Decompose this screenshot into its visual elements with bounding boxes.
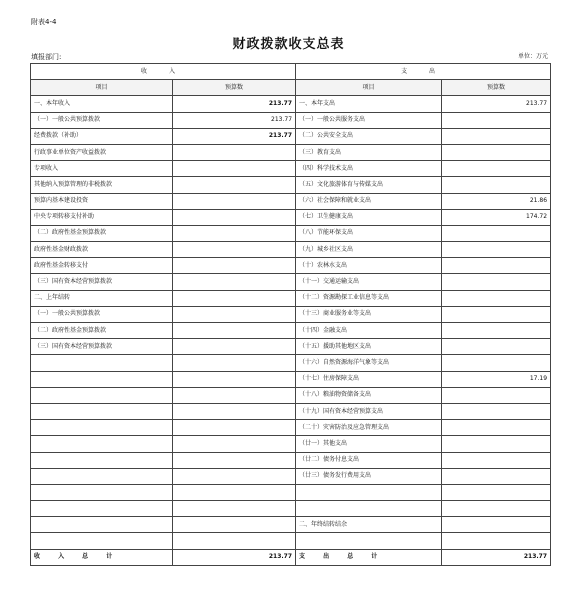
expense-value-cell: 17.19: [442, 371, 551, 387]
income-item-cell: [31, 533, 173, 549]
table-row: [31, 533, 551, 549]
expense-value-cell: [442, 517, 551, 533]
income-item-cell: [31, 501, 173, 517]
page-title: 财政拨款收支总表: [232, 37, 345, 52]
income-value-cell: [173, 306, 296, 322]
income-item-cell: [31, 403, 173, 419]
table-row: [31, 128, 551, 144]
table-row: [31, 306, 551, 322]
table-row: [31, 420, 551, 436]
income-header: 收 入: [31, 64, 296, 80]
expense-item-cell: （六）社会保障和就业支出: [296, 193, 442, 209]
expense-item-cell: [296, 484, 442, 500]
expense-item-cell: （十三）商业服务业等支出: [296, 306, 442, 322]
expense-item-cell: （十五）援助其他地区支出: [296, 339, 442, 355]
expense-value-cell: [442, 484, 551, 500]
income-value-cell: [173, 371, 296, 387]
expense-value-cell: 213.77: [442, 96, 551, 112]
income-value-cell: 213.77: [173, 112, 296, 128]
table-row: [31, 144, 551, 160]
income-item-cell: （一）一般公共预算拨款: [31, 306, 173, 322]
income-value-cell: [173, 209, 296, 225]
income-total-label: 收 入 总 计: [31, 549, 173, 565]
table-row: [31, 403, 551, 419]
income-item-cell: [31, 436, 173, 452]
expense-value-cell: [442, 339, 551, 355]
income-value-cell: [173, 533, 296, 549]
expense-value-cell: [442, 403, 551, 419]
expense-value-cell: [442, 225, 551, 241]
income-item-cell: [31, 387, 173, 403]
expense-value-cell: [442, 242, 551, 258]
income-item-cell: [31, 484, 173, 500]
table-row: [31, 517, 551, 533]
expense-value-cell: [442, 306, 551, 322]
income-item-cell: [31, 517, 173, 533]
income-item-cell: （三）国有资本经营预算拨款: [31, 339, 173, 355]
income-item-cell: 政府性基金转移支付: [31, 258, 173, 274]
table-row: [31, 452, 551, 468]
expense-value-cell: [442, 161, 551, 177]
income-value-cell: 213.77: [173, 128, 296, 144]
expense-value-cell: 21.86: [442, 193, 551, 209]
expense-value-cell: [442, 274, 551, 290]
table-row: [31, 161, 551, 177]
expense-item-cell: （七）卫生健康支出: [296, 209, 442, 225]
expense-value-cell: [442, 323, 551, 339]
expense-item-header: 项目: [296, 80, 442, 96]
expense-item-cell: （十九）国有资本经营预算支出: [296, 403, 442, 419]
total-row: [31, 549, 551, 565]
income-item-cell: 行政事业单位资产收益拨款: [31, 144, 173, 160]
expense-total-value: 213.77: [442, 549, 551, 565]
income-item-cell: [31, 468, 173, 484]
expense-item-cell: 一、本年支出: [296, 96, 442, 112]
expense-value-cell: [442, 468, 551, 484]
income-value-cell: [173, 339, 296, 355]
expense-item-cell: [296, 501, 442, 517]
income-item-cell: [31, 420, 173, 436]
expense-value-cell: [442, 387, 551, 403]
expense-item-cell: （廿三）债务发行费用支出: [296, 468, 442, 484]
income-value-cell: [173, 436, 296, 452]
table-row: [31, 177, 551, 193]
table-row: [31, 242, 551, 258]
income-value-cell: [173, 484, 296, 500]
expense-value-cell: 174.72: [442, 209, 551, 225]
expense-item-cell: 二、年终结转结余: [296, 517, 442, 533]
expense-item-cell: （二十）灾害防治及应急管理支出: [296, 420, 442, 436]
income-value-cell: [173, 420, 296, 436]
income-value-cell: [173, 161, 296, 177]
expense-value-cell: [442, 355, 551, 371]
income-item-cell: （一）一般公共预算拨款: [31, 112, 173, 128]
income-item-header: 项目: [31, 80, 173, 96]
table-row: [31, 290, 551, 306]
table-row: [31, 274, 551, 290]
expense-item-cell: （三）教育支出: [296, 144, 442, 160]
expense-value-cell: [442, 258, 551, 274]
table-row: [31, 96, 551, 112]
expense-value-cell: [442, 177, 551, 193]
income-value-cell: [173, 290, 296, 306]
income-item-cell: [31, 452, 173, 468]
expense-value-cell: [442, 144, 551, 160]
income-total-value: 213.77: [173, 549, 296, 565]
table-row: [31, 484, 551, 500]
expense-item-cell: （十六）自然资源海洋气象等支出: [296, 355, 442, 371]
income-item-cell: 专项收入: [31, 161, 173, 177]
unit-label: 单位：万元: [517, 53, 548, 60]
budget-table: [30, 63, 551, 566]
expense-value-cell: [442, 533, 551, 549]
expense-item-cell: （十二）资源勘探工业信息等支出: [296, 290, 442, 306]
table-row: [31, 355, 551, 371]
income-value-cell: [173, 387, 296, 403]
column-header-row: [31, 80, 551, 96]
section-header-row: [31, 64, 551, 80]
expense-value-cell: [442, 290, 551, 306]
expense-value-cell: [442, 501, 551, 517]
table-row: [31, 209, 551, 225]
income-item-cell: 经费拨款（补助）: [31, 128, 173, 144]
expense-item-cell: （十七）住房保障支出: [296, 371, 442, 387]
expense-value-cell: [442, 420, 551, 436]
income-value-cell: [173, 242, 296, 258]
income-value-cell: [173, 323, 296, 339]
expense-item-cell: （二）公共安全支出: [296, 128, 442, 144]
expense-item-cell: （五）文化旅游体育与传媒支出: [296, 177, 442, 193]
table-row: [31, 258, 551, 274]
table-row: [31, 339, 551, 355]
income-value-cell: [173, 225, 296, 241]
income-item-cell: 政府性基金财政拨款: [31, 242, 173, 258]
expense-item-cell: （十一）交通运输支出: [296, 274, 442, 290]
table-row: [31, 387, 551, 403]
table-row: [31, 112, 551, 128]
expense-value-cell: [442, 128, 551, 144]
income-value-cell: 213.77: [173, 96, 296, 112]
expense-total-label: 支 出 总 计: [296, 549, 442, 565]
income-value-cell: [173, 517, 296, 533]
table-row: [31, 468, 551, 484]
table-row: [31, 501, 551, 517]
income-item-cell: 中央专项转移支付补助: [31, 209, 173, 225]
dept-label: 填报部门:: [31, 53, 62, 61]
income-item-cell: （二）政府性基金预算拨款: [31, 225, 173, 241]
income-item-cell: 其他纳入预算管理的非税拨款: [31, 177, 173, 193]
expense-value-cell: [442, 112, 551, 128]
expense-value-cell: [442, 436, 551, 452]
expense-item-cell: （九）城乡社区支出: [296, 242, 442, 258]
expense-header: 支 出: [296, 64, 551, 80]
income-value-cell: [173, 403, 296, 419]
table-row: [31, 193, 551, 209]
expense-item-cell: （四）科学技术支出: [296, 161, 442, 177]
expense-value-cell: [442, 452, 551, 468]
income-value-cell: [173, 177, 296, 193]
table-row: [31, 371, 551, 387]
table-row: [31, 436, 551, 452]
income-value-cell: [173, 452, 296, 468]
income-item-cell: [31, 371, 173, 387]
income-item-cell: 预算内基本建设投资: [31, 193, 173, 209]
table-row: [31, 225, 551, 241]
income-item-cell: （三）国有资本经营预算拨款: [31, 274, 173, 290]
income-item-cell: 一、本年收入: [31, 96, 173, 112]
expense-item-cell: （十）农林水支出: [296, 258, 442, 274]
table-row: [31, 323, 551, 339]
expense-item-cell: （十八）粮油物资储备支出: [296, 387, 442, 403]
income-item-cell: 二、上年结转: [31, 290, 173, 306]
income-value-cell: [173, 355, 296, 371]
income-value-cell: [173, 144, 296, 160]
expense-budget-header: 预算数: [442, 80, 551, 96]
income-item-cell: （二）政府性基金预算拨款: [31, 323, 173, 339]
expense-item-cell: （一）一般公共服务支出: [296, 112, 442, 128]
annex-label: 附表4-4: [31, 18, 57, 26]
expense-item-cell: （十四）金融支出: [296, 323, 442, 339]
income-value-cell: [173, 501, 296, 517]
income-item-cell: [31, 355, 173, 371]
income-value-cell: [173, 274, 296, 290]
table-body: [31, 96, 551, 549]
income-budget-header: 预算数: [173, 80, 296, 96]
expense-item-cell: [296, 533, 442, 549]
income-value-cell: [173, 258, 296, 274]
income-value-cell: [173, 193, 296, 209]
income-value-cell: [173, 468, 296, 484]
expense-item-cell: （八）节能环保支出: [296, 225, 442, 241]
expense-item-cell: （廿二）债务付息支出: [296, 452, 442, 468]
expense-item-cell: （廿一）其他支出: [296, 436, 442, 452]
